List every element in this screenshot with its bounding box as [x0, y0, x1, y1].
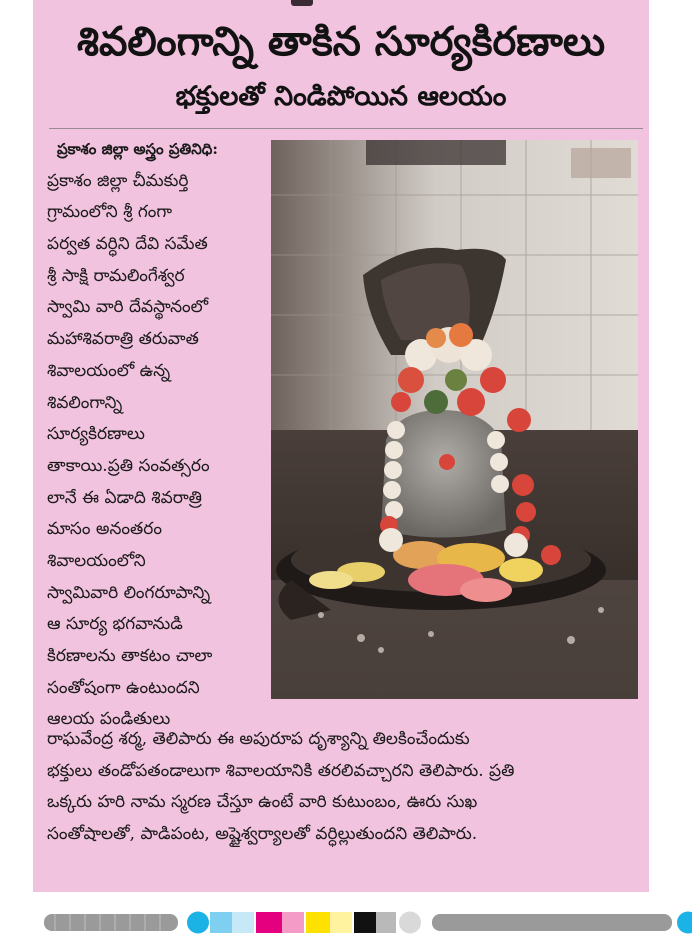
body-line: ప్రకాశం జిల్లా చీమకుర్తి: [47, 170, 189, 191]
clipped-fragment: [291, 0, 313, 6]
newspaper-clipping: [33, 0, 649, 892]
body-line: కిరణాలను తాకటం చాలా: [47, 646, 213, 666]
article-subheadline: భక్తులతో నిండిపోయిన ఆలయం: [175, 81, 507, 112]
body-line: తాకాయి.ప్రతి సంవత్సరం: [47, 455, 210, 476]
body-line: ఒక్కరు హరి నామ స్మరణ చేస్తూ ఉంటే వారి కుటుంబం, ఊరు సుఖ: [47, 792, 478, 812]
body-line: స్వామి వారి దేవస్థానంలో: [47, 297, 209, 318]
body-line: మాసం అనంతరం: [47, 519, 162, 540]
article-body-continued: [47, 724, 637, 850]
body-line: శివాలయంలోని: [47, 550, 146, 571]
article-headline: శివలింగాన్ని తాకిన సూర్యకిరణాలు: [76, 19, 606, 65]
body-line: భక్తులు తండోపతండాలుగా శివాలయానికి తరలివచ్చారని తెలిపారు. ప్రతి: [47, 760, 515, 781]
body-line: గ్రామంలోని శ్రీ గంగా: [47, 202, 173, 223]
shiva-lingam-photo: [271, 140, 638, 699]
body-line: మహాశివరాత్రి తరువాత: [47, 329, 199, 350]
body-line: శివాలయంలో ఉన్న: [47, 360, 171, 381]
body-line: శివలింగాన్ని: [47, 392, 123, 413]
body-line: సంతోషంగా ఉంటుందని: [47, 677, 200, 698]
body-line: రాఘవేంద్ర శర్మ, తెలిపారు ఈ అపురూప దృశ్యాన్ని తిలకించేందుకు: [47, 729, 470, 749]
body-line: ఆ సూర్య భగవానుడి: [47, 614, 183, 635]
body-line: ఆలయ పండితులు: [47, 709, 171, 730]
body-line: లానే ఈ ఏడాది శివరాత్రి: [47, 487, 202, 508]
divider-rule: [49, 128, 643, 129]
article-body-column: [47, 134, 279, 736]
body-line: సూర్యకిరణాలు: [47, 424, 145, 445]
body-line: సంతోషాలతో, పాడిపంట, అష్టైశ్వర్యాలతో వర్ధిల్లుతుందని తెలిపారు.: [47, 823, 478, 844]
dateline: ప్రకాశం జిల్లా అస్త్రం ప్రతినిధి:: [57, 140, 218, 158]
body-line: స్వామివారి లింగరూపాన్ని: [47, 582, 211, 603]
body-line: శ్రీ సాక్షి రామలింగేశ్వర: [47, 265, 185, 286]
body-line: పర్వత వర్ధిని దేవి సమేత: [47, 234, 208, 255]
print-color-calibration-bar: [0, 910, 692, 935]
